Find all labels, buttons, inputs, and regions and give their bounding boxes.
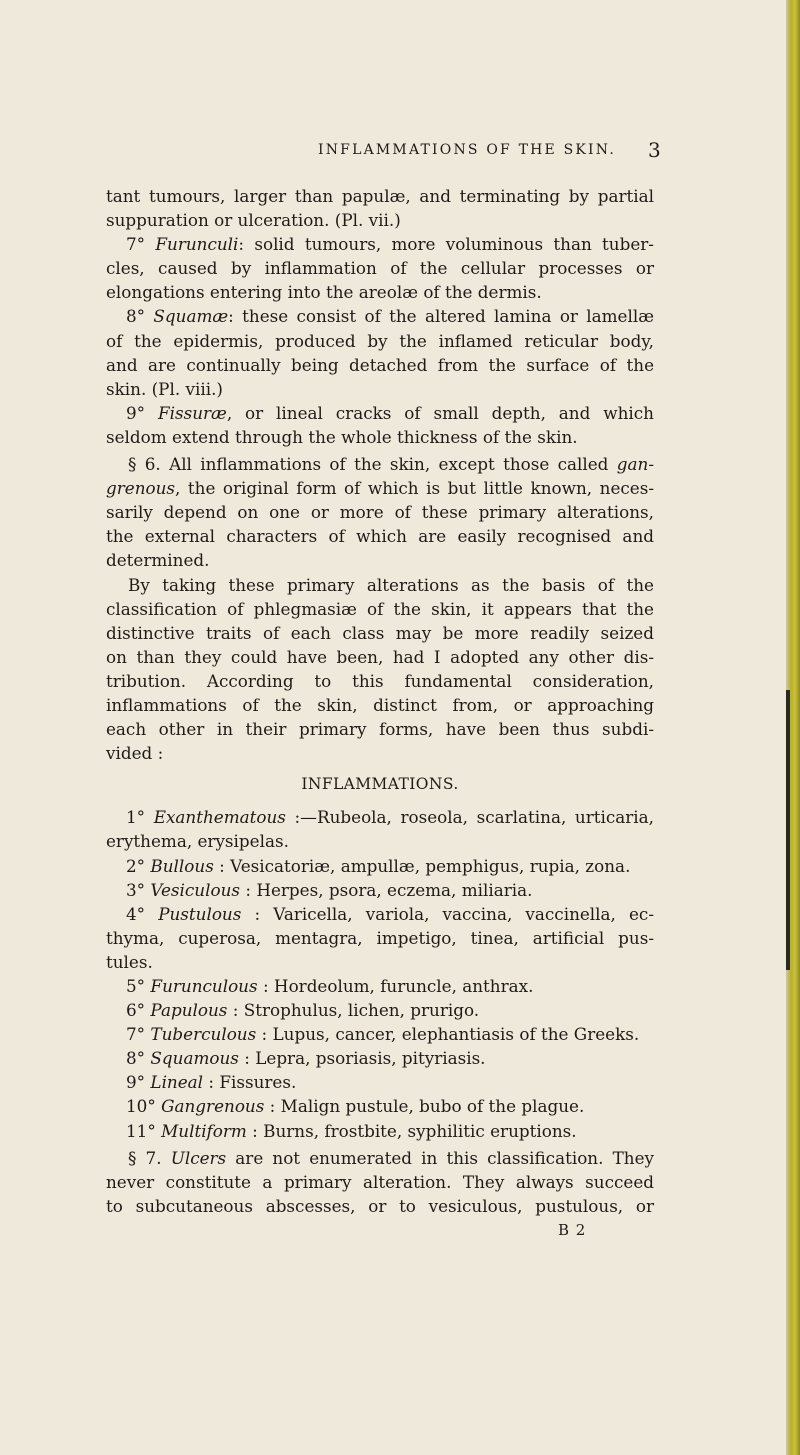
classification-item (106, 974, 654, 998)
text-fragment: : Burns, frostbite, syphilitic eruptions. (246, 1120, 577, 1141)
text-line: suppuration or ulceration. (Pl. vii.) (106, 210, 401, 231)
term: Furunculous (150, 976, 258, 996)
text-line: determined. (106, 550, 210, 571)
text-line: elongations entering into the areolæ of the dermis. (106, 282, 542, 303)
item-number: 2° (126, 855, 146, 876)
item-number: 9° (126, 402, 146, 423)
term: Furunculi (155, 234, 239, 255)
running-head: INFLAMMATIONS OF THE SKIN. (318, 142, 616, 158)
item-number: 5° (126, 976, 146, 996)
term: grenous (106, 478, 176, 499)
text-line: inflammations of the skin, distinct from, or approaching (106, 694, 654, 715)
page-number: 3 (648, 138, 661, 162)
term: Fissuræ (157, 402, 227, 423)
item-number: 4° (126, 903, 146, 924)
text-fragment: : Lepra, psoriasis, pityriasis. (238, 1048, 486, 1069)
text-line: cles, caused by inflammation of the cellular processes or (106, 258, 654, 279)
text-line: vided : (106, 743, 164, 764)
text-line (106, 304, 654, 328)
text-line (106, 1119, 654, 1143)
text-line: on than they could have been, had I adopted any other dis- (106, 646, 654, 667)
text-line (106, 1022, 654, 1046)
classification-item (106, 878, 654, 902)
classification-item (106, 998, 654, 1022)
term: Vesiculous (150, 879, 241, 900)
classification-item (106, 1119, 654, 1143)
text-line: to subcutaneous abscesses, or to vesiculous, pustulous, or (106, 1195, 654, 1216)
text-line (106, 998, 654, 1022)
text-line (106, 232, 654, 256)
classification-item (106, 1022, 654, 1046)
page-edge-shadow (786, 690, 790, 970)
text-fragment: are not enumerated in this classification. They (226, 1147, 654, 1168)
classification-item (106, 1046, 654, 1070)
text-line: By taking these primary alterations as the basis of the (128, 574, 654, 595)
page-header (0, 140, 786, 170)
text-fragment: : Fissures. (203, 1072, 297, 1093)
text-line (106, 476, 654, 500)
text-line: the external characters of which are easily recognised and (106, 526, 654, 547)
classification-item (106, 854, 654, 878)
text-line (106, 1094, 654, 1118)
text-line: classification of phlegmasiæ of the skin, it appears that the (106, 598, 654, 619)
item-number: 11° (126, 1120, 156, 1141)
text-line: seldom extend through the whole thickness of the skin. (106, 426, 578, 447)
text-line: skin. (Pl. viii.) (106, 378, 223, 399)
text-line (106, 902, 654, 926)
text-line (106, 805, 654, 829)
text-line: erythema, erysipelas. (106, 831, 289, 852)
text-line (106, 401, 654, 425)
term: gan- (616, 454, 654, 475)
text-fragment: : Hordeolum, furuncle, anthrax. (257, 976, 534, 996)
item-number: 9° (126, 1072, 146, 1093)
text-line (106, 854, 654, 878)
text-line: tules. (106, 951, 153, 972)
text-fragment: § 6. All inflammations of the skin, except those called (128, 454, 609, 475)
text-line: tribution. According to this fundamental consideration, (106, 670, 654, 691)
classification-item (106, 1094, 654, 1118)
term: Papulous (150, 1000, 228, 1021)
term: Bullous (150, 855, 214, 876)
text-fragment: : Strophulus, lichen, prurigo. (227, 1000, 480, 1021)
item-number: 10° (126, 1096, 156, 1117)
classification-item (106, 1070, 654, 1094)
text-fragment: : Malign pustule, bubo of the plague. (264, 1096, 585, 1117)
term: Squamous (150, 1048, 239, 1069)
text-fragment: : these consist of the altered lamina or lamellæ (228, 306, 654, 327)
item-number: 7° (126, 234, 146, 255)
term: Lineal (150, 1072, 204, 1093)
classification-item (106, 805, 654, 853)
text-fragment: : Varicella, variola, vaccina, vaccinella, ec- (241, 903, 654, 924)
item-number: 7° (126, 1024, 146, 1045)
term: Gangrenous (161, 1096, 265, 1117)
text-line: each other in their primary forms, have been thus subdi- (106, 719, 654, 740)
text-line (106, 1070, 654, 1094)
term: Exanthematous (153, 807, 286, 828)
text-fragment: § 7. (128, 1147, 162, 1168)
paragraph-section-6 (106, 452, 654, 572)
classification-item (106, 902, 654, 974)
text-fragment: : Vesicatoriæ, ampullæ, pemphigus, rupia, zona. (213, 855, 631, 876)
text-fragment: : solid tumours, more voluminous than tuber- (238, 234, 654, 255)
paragraph-squamae (106, 304, 654, 400)
item-number: 8° (126, 1048, 146, 1069)
classification-list (106, 805, 654, 1142)
paragraph-fissurae (106, 401, 654, 449)
item-number: 3° (126, 879, 146, 900)
text-fragment: : Lupus, cancer, elephantiasis of the Greeks. (256, 1024, 640, 1045)
text-line: tant tumours, larger than papulæ, and terminating by partial (106, 186, 654, 206)
text-fragment: , or lineal cracks of small depth, and which (226, 402, 654, 423)
classification-heading: INFLAMMATIONS. (301, 775, 459, 794)
text-line (106, 974, 654, 998)
text-fragment: :—Rubeola, roseola, scarlatina, urticaria, (285, 807, 654, 828)
paragraph-furunculi (106, 232, 654, 304)
paragraph-section-7 (106, 1146, 654, 1218)
term: Tuberculous (150, 1024, 257, 1045)
text-line (106, 1146, 654, 1170)
text-line: sarily depend on one or more of these primary alterations, (106, 502, 654, 523)
term: Ulcers (170, 1147, 227, 1168)
text-line: thyma, cuperosa, mentagra, impetigo, tinea, artificial pus- (106, 927, 654, 948)
text-line: never constitute a primary alteration. They always succeed (106, 1171, 654, 1192)
item-number: 1° (126, 807, 146, 828)
signature-mark: B 2 (558, 1220, 587, 1239)
term: Pustulous (158, 903, 242, 924)
paragraph-1 (106, 184, 654, 232)
item-number: 8° (126, 306, 146, 327)
text-line (106, 1046, 654, 1070)
text-line: of the epidermis, produced by the inflamed reticular body, (106, 330, 654, 351)
paragraph-classification-basis (106, 573, 654, 766)
text-fragment: , the original form of which is but little known, neces- (175, 478, 654, 499)
item-number: 6° (126, 1000, 146, 1021)
term: Multiform (161, 1120, 247, 1141)
term: Squamæ (153, 306, 229, 327)
body-text (106, 184, 654, 1242)
text-line (106, 452, 654, 476)
text-line (106, 878, 654, 902)
text-line: and are continually being detached from the surface of the (106, 354, 654, 375)
text-line: distinctive traits of each class may be more readily seized (106, 622, 654, 643)
text-fragment: : Herpes, psora, eczema, miliaria. (240, 879, 533, 900)
